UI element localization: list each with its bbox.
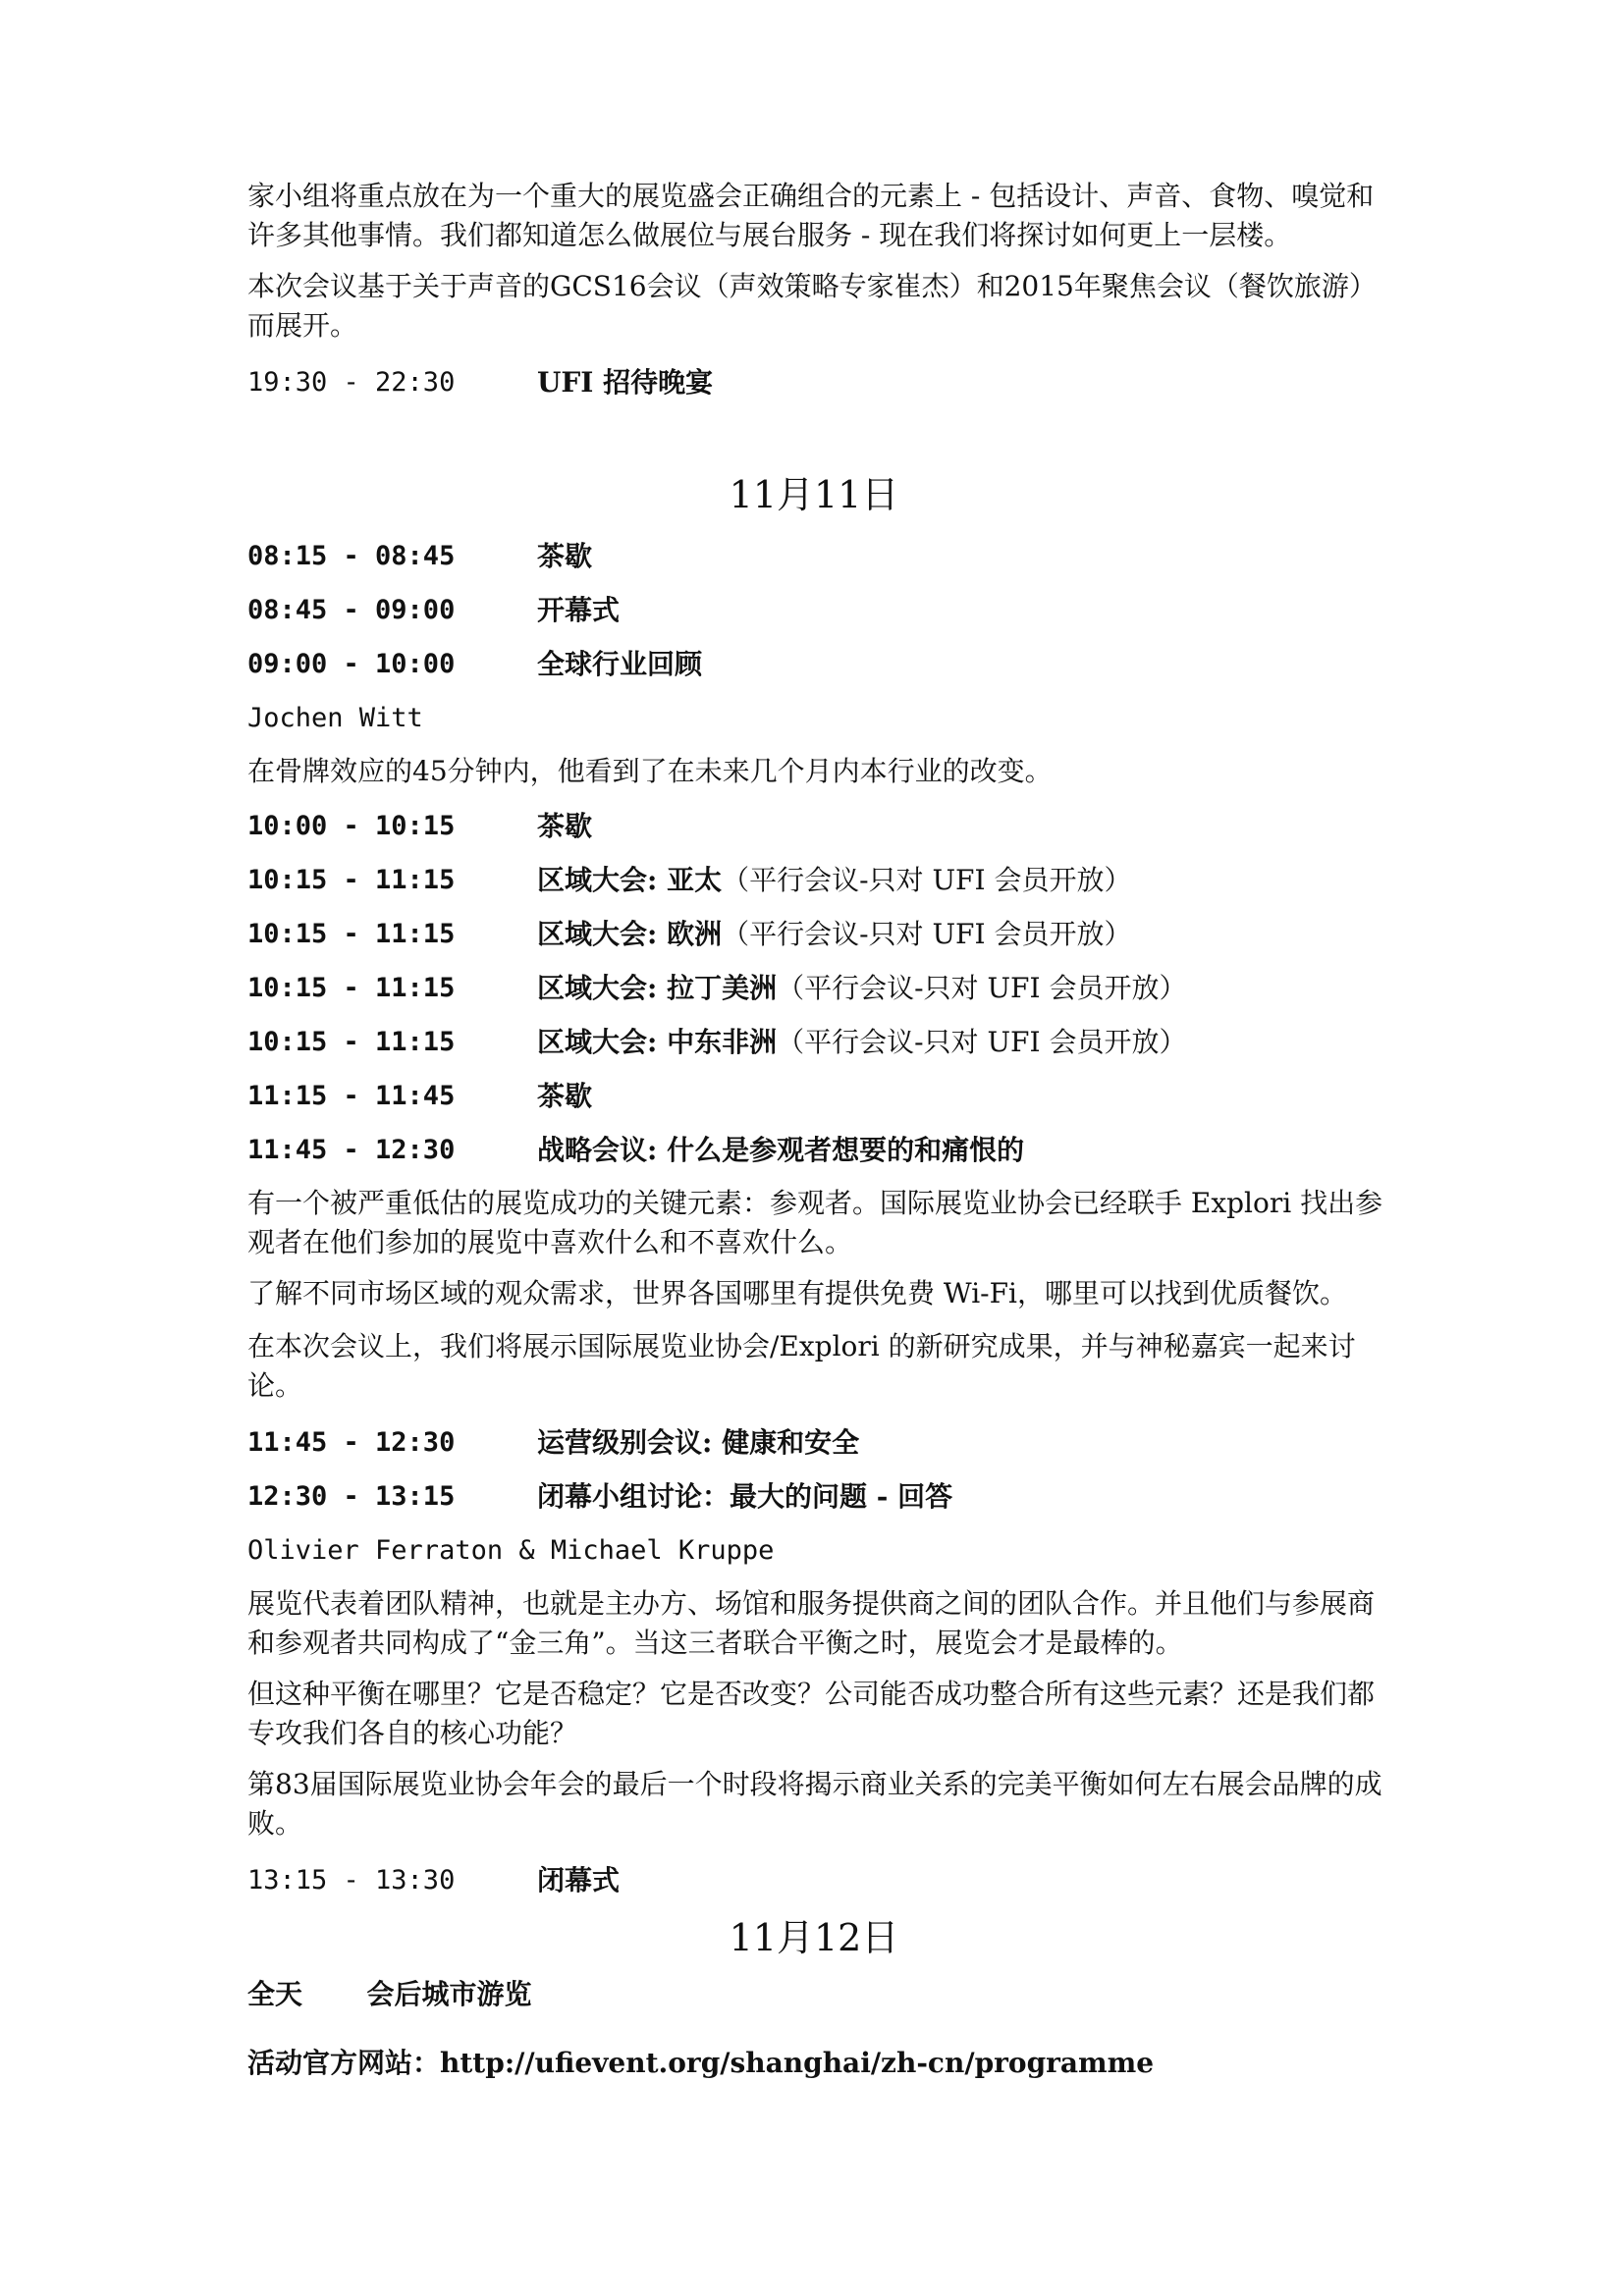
session-description: 第83届国际展览业协会年会的最后一个时段将揭示商业关系的完美平衡如何左右展会品牌的成败。 (247, 1768, 1382, 1840)
row-time: 12:30 - 13:15 (247, 1481, 456, 1512)
row-time: 08:15 - 08:45 (247, 541, 456, 571)
row-title: UFI 招待晚宴 (537, 366, 714, 399)
row-note: （平行会议-只对 UFI 会员开放） (722, 918, 1132, 950)
allday-label: 全天 (247, 1978, 303, 2010)
row-time: 10:15 - 11:15 (247, 865, 456, 895)
row-title (537, 915, 1131, 954)
session-description: 有一个被严重低估的展览成功的关键元素：参观者。国际展览业协会已经联手 Explori 找出参观者在他们参加的展览中喜欢什么和不喜欢什么。 (247, 1187, 1383, 1258)
session-description: 但这种平衡在哪里？它是否稳定？它是否改变？公司能否成功整合所有这些元素？还是我们都专攻我们各自的核心功能？ (247, 1678, 1376, 1749)
row-time: 10:15 - 11:15 (247, 1027, 456, 1057)
row-time: 11:15 - 11:45 (247, 1081, 456, 1111)
row-time: 11:45 - 12:30 (247, 1135, 456, 1165)
row-title (537, 969, 1186, 1008)
row-time: 10:15 - 11:15 (247, 919, 456, 949)
website-row (247, 2044, 1154, 2083)
row-time: 09:00 - 10:00 (247, 649, 456, 679)
row-title: 茶歇 (537, 540, 593, 572)
day-heading-11: 11月11日 (729, 473, 899, 516)
row-note: （平行会议-只对 UFI 会员开放） (722, 864, 1132, 896)
speaker-name: Jochen Witt (247, 703, 423, 733)
row-title: 闭幕小组讨论：最大的问题 - 回答 (537, 1480, 953, 1513)
row-time: 10:00 - 10:15 (247, 811, 456, 841)
allday-title: 会后城市游览 (366, 1978, 532, 2010)
row-title: 茶歇 (537, 810, 593, 842)
row-title: 茶歇 (537, 1080, 593, 1112)
row-time: 10:15 - 11:15 (247, 973, 456, 1003)
row-title-text: 区域大会: 中东非洲 (537, 1026, 778, 1058)
row-title: 全球行业回顾 (537, 648, 703, 680)
row-time: 13:15 - 13:30 (247, 1865, 456, 1896)
row-note: （平行会议-只对 UFI 会员开放） (777, 1026, 1187, 1058)
intro-paragraph-1: 家小组将重点放在为一个重大的展览盛会正确组合的元素上 - 包括设计、声音、食物、嗅觉和许多其他事情。我们都知道怎么做展位与展台服务 - 现在我们将探讨如何更上一层楼。 (247, 180, 1375, 251)
speaker-name: Olivier Ferraton & Michael Kruppe (247, 1535, 775, 1566)
allday-row (247, 1975, 532, 2014)
row-title: 战略会议: 什么是参观者想要的和痛恨的 (537, 1134, 1025, 1166)
row-time: 08:45 - 09:00 (247, 595, 456, 625)
row-time: 11:45 - 12:30 (247, 1427, 456, 1458)
website-link[interactable]: http://ufievent.org/shanghai/zh-cn/programme (440, 2047, 1155, 2079)
row-time: 19:30 - 22:30 (247, 367, 456, 398)
session-description: 了解不同市场区域的观众需求，世界各国哪里有提供免费 Wi-Fi，哪里可以找到优质餐饮。 (247, 1277, 1347, 1309)
row-title (537, 861, 1131, 900)
session-description: 展览代表着团队精神，也就是主办方、场馆和服务提供商之间的团队合作。并且他们与参展商和参观者共同构成了“金三角”。当这三者联合平衡之时，展览会才是最棒的。 (247, 1587, 1376, 1659)
row-title: 开幕式 (537, 594, 621, 626)
session-description: 在骨牌效应的45分钟内，他看到了在未来几个月内本行业的改变。 (247, 755, 1053, 787)
day-heading-12: 11月12日 (729, 1916, 899, 1959)
row-title: 运营级别会议: 健康和安全 (537, 1426, 860, 1459)
row-title: 闭幕式 (537, 1864, 621, 1896)
session-description: 在本次会议上，我们将展示国际展览业协会/Explori 的新研究成果，并与神秘嘉宾一起来讨论。 (247, 1330, 1356, 1402)
row-title-text: 区域大会: 亚太 (537, 864, 723, 896)
row-title (537, 1023, 1186, 1062)
website-label: 活动官方网站： (247, 2047, 441, 2079)
row-title-text: 区域大会: 欧洲 (537, 918, 723, 950)
row-note: （平行会议-只对 UFI 会员开放） (777, 972, 1187, 1004)
row-title-text: 区域大会: 拉丁美洲 (537, 972, 778, 1004)
intro-paragraph-2: 本次会议基于关于声音的GCS16会议（声效策略专家崔杰）和2015年聚焦会议（餐饮旅游）而展开。 (247, 270, 1377, 342)
